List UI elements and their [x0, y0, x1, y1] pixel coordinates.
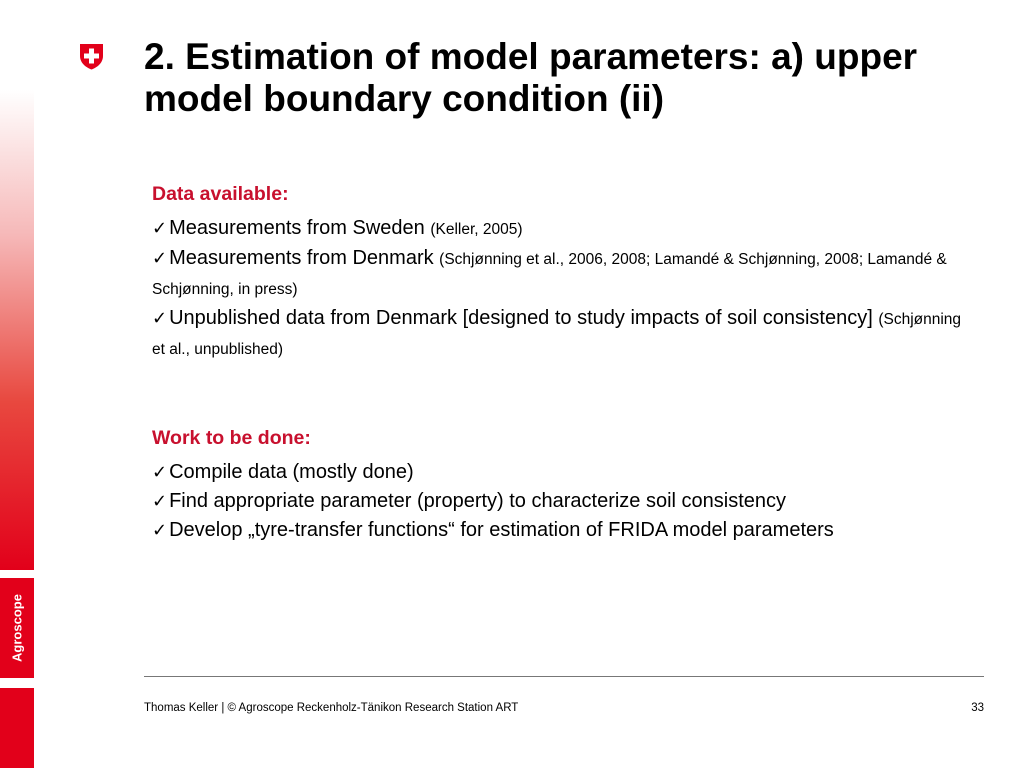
- checkmark-icon: ✓: [152, 218, 168, 239]
- list-item: [152, 487, 972, 516]
- section-heading: Data available:: [152, 183, 289, 205]
- item-text: Compile data (mostly done): [169, 461, 414, 483]
- item-text: Measurements from Sweden: [169, 217, 431, 239]
- slide-content: [152, 180, 972, 545]
- item-reference: (Schjønning et al., 2006, 2008; Lamandé & Schjønning, 2008; Lamandé & Schjønning, in press): [152, 251, 947, 298]
- bullet-list: [152, 214, 972, 364]
- sidebar-brand-label: [0, 578, 34, 678]
- swiss-cross-icon: [79, 43, 104, 70]
- checkmark-icon: ✓: [152, 462, 168, 483]
- item-text: Measurements from Denmark: [169, 247, 440, 269]
- bullet-list: [152, 458, 972, 545]
- item-reference: (Keller, 2005): [430, 221, 523, 238]
- list-item: [152, 458, 972, 487]
- checkmark-icon: ✓: [152, 308, 168, 329]
- list-item: [152, 244, 972, 304]
- sidebar-gradient: [0, 90, 34, 570]
- checkmark-icon: ✓: [152, 520, 168, 541]
- footer-divider: [144, 676, 984, 677]
- section-spacer: [152, 364, 972, 424]
- page-number: 33: [971, 702, 984, 714]
- list-item: [152, 304, 972, 364]
- section-data-available: [152, 180, 972, 364]
- list-item: [152, 516, 972, 545]
- item-reference: (Schjønning et al., unpublished): [152, 311, 962, 358]
- list-item: [152, 214, 972, 244]
- item-text: Unpublished data from Denmark [designed to study impacts of soil consistency]: [169, 307, 879, 329]
- section-work-to-be-done: [152, 424, 972, 545]
- sidebar-bottom-bar: [0, 688, 34, 768]
- item-text: Find appropriate parameter (property) to characterize soil consistency: [169, 490, 787, 512]
- item-text: Develop „tyre-transfer functions“ for estimation of FRIDA model parameters: [169, 519, 834, 541]
- footer-credit: Thomas Keller | © Agroscope Reckenholz-Tänikon Research Station ART: [144, 702, 519, 714]
- checkmark-icon: ✓: [152, 491, 168, 512]
- section-heading: Work to be done:: [152, 427, 311, 449]
- checkmark-icon: ✓: [152, 248, 168, 269]
- slide-title: 2. Estimation of model parameters: a) upper model boundary condition (ii): [144, 36, 918, 119]
- agroscope-label: Agroscope: [9, 594, 25, 662]
